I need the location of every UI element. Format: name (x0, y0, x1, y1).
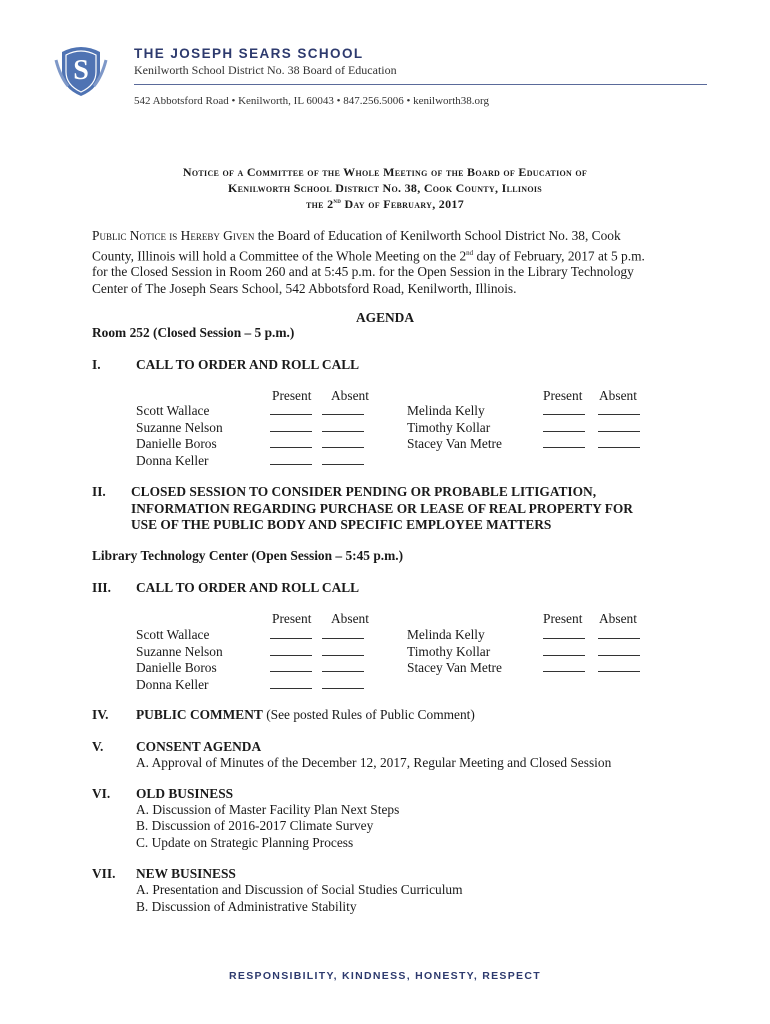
section-3-number: III. (92, 580, 111, 595)
school-address: 542 Abbotsford Road • Kenilworth, IL 60043 • 847.256.5006 • kenilworth38.org (134, 95, 489, 107)
absent-blank (598, 644, 640, 656)
member-name: Scott Wallace (136, 403, 210, 418)
public-notice-lead: Public Notice is Hereby Given (92, 228, 255, 243)
school-name: THE JOSEPH SEARS SCHOOL (134, 46, 364, 61)
present-blank (543, 436, 585, 448)
section-5-title: CONSENT AGENDA (136, 739, 262, 754)
present-blank (270, 677, 312, 689)
member-name: Danielle Boros (136, 660, 217, 675)
member-name: Melinda Kelly (407, 403, 485, 418)
roll2-absent-header-right: Absent (599, 611, 637, 626)
member-name: Stacey Van Metre (407, 436, 502, 451)
closed-session-room: Room 252 (Closed Session – 5 p.m.) (92, 325, 295, 340)
absent-blank (598, 403, 640, 415)
member-name: Stacey Van Metre (407, 660, 502, 675)
present-blank (543, 660, 585, 672)
absent-blank (598, 660, 640, 672)
roll1-absent-header-left: Absent (331, 388, 369, 403)
absent-blank (598, 627, 640, 639)
roll2-right-blanks (543, 627, 640, 677)
roll2-right-names (407, 627, 502, 677)
section-2-title: CLOSED SESSION TO CONSIDER PENDING OR PROBABLE LITIGATION, INFORMATION REGARDING PURCHASE OR LEASE OF REAL PROPERTY FOR USE OF THE PUBLIC BODY AND SPECIFIC EMPLOYEE MATTERS (131, 484, 633, 532)
absent-blank (322, 644, 364, 656)
section-6-title: OLD BUSINESS (136, 786, 234, 801)
notice-title-line-2: Kenilworth School District No. 38, Cook County, Illinois (227, 181, 543, 195)
absent-blank (322, 436, 364, 448)
present-blank (543, 627, 585, 639)
absent-blank (322, 420, 364, 432)
notice-title-line-1: Notice of a Committee of the Whole Meeting of the Board of Education of (182, 165, 588, 179)
roll2-left-blanks (270, 627, 364, 693)
present-blank (543, 644, 585, 656)
header-divider (134, 84, 707, 85)
present-blank (270, 453, 312, 465)
absent-blank (598, 420, 640, 432)
new-business-item-a: A. Presentation and Discussion of Social Studies Curriculum (136, 882, 463, 897)
open-session-room: Library Technology Center (Open Session – 5:45 p.m.) (92, 548, 404, 563)
section-2-number: II. (92, 484, 106, 499)
notice-title-line-3: the 2nd Day of February, 2017 (305, 197, 465, 211)
absent-blank (322, 660, 364, 672)
absent-blank (598, 436, 640, 448)
agenda-heading: AGENDA (355, 310, 415, 325)
absent-blank (322, 677, 364, 689)
roll1-present-header-left: Present (272, 388, 312, 403)
present-blank (543, 420, 585, 432)
section-4-title: PUBLIC COMMENT (See posted Rules of Public Comment) (136, 707, 475, 722)
roll2-absent-header-left: Absent (331, 611, 369, 626)
old-business-item-c: C. Update on Strategic Planning Process (136, 835, 354, 850)
roll1-absent-header-right: Absent (599, 388, 637, 403)
absent-blank (322, 627, 364, 639)
old-business-item-a: A. Discussion of Master Facility Plan Next Steps (136, 802, 400, 817)
present-blank (543, 403, 585, 415)
consent-item-a: A. Approval of Minutes of the December 12, 2017, Regular Meeting and Closed Session (136, 755, 612, 770)
public-notice-paragraph: Public Notice is Hereby Given the Board of Education of Kenilworth School District No. 38, Cook County, Illinois will hold a Committee of the Whole Meeting on the 2nd day of February, 2017 at 5 p.m. for the Closed Session in Room 260 and at 5:45 p.m. for the Open Session in the Library Technology Center of The Joseph Sears School, 542 Abbotsford Road, Kenilworth, Illinois. (92, 228, 645, 296)
section-7-title: NEW BUSINESS (136, 866, 236, 881)
roll1-left-names (136, 403, 223, 469)
absent-blank (322, 403, 364, 415)
present-blank (270, 436, 312, 448)
roll2-left-names (136, 627, 223, 693)
member-name: Donna Keller (136, 452, 209, 468)
section-6-number: VI. (92, 786, 111, 801)
present-blank (270, 420, 312, 432)
section-1-number: I. (92, 357, 101, 372)
roll2-present-header-left: Present (272, 611, 312, 626)
school-shield-logo (54, 38, 108, 98)
old-business-item-b: B. Discussion of 2016-2017 Climate Survey (136, 818, 374, 833)
member-name: Scott Wallace (136, 627, 210, 642)
section-4-number: IV. (92, 707, 109, 722)
roll1-right-blanks (543, 403, 640, 453)
footer-motto: RESPONSIBILITY, KINDNESS, HONESTY, RESPECT (229, 970, 541, 982)
member-name: Suzanne Nelson (136, 419, 223, 435)
section-1-title: CALL TO ORDER AND ROLL CALL (136, 357, 360, 372)
section-3-title: CALL TO ORDER AND ROLL CALL (136, 580, 360, 595)
roll1-left-blanks (270, 403, 364, 469)
present-blank (270, 644, 312, 656)
present-blank (270, 627, 312, 639)
present-blank (270, 660, 312, 672)
member-name: Donna Keller (136, 676, 209, 692)
absent-blank (322, 453, 364, 465)
new-business-item-b: B. Discussion of Administrative Stability (136, 899, 357, 914)
svg-text:S: S (73, 55, 89, 86)
member-name: Danielle Boros (136, 436, 217, 451)
roll1-right-names (407, 403, 502, 453)
roll2-present-header-right: Present (543, 611, 583, 626)
district-name: Kenilworth School District No. 38 Board of Education (134, 63, 397, 77)
roll1-present-header-right: Present (543, 388, 583, 403)
member-name: Suzanne Nelson (136, 643, 223, 659)
present-blank (270, 403, 312, 415)
member-name: Timothy Kollar (407, 419, 491, 435)
section-5-number: V. (92, 739, 104, 754)
section-7-number: VII. (92, 866, 116, 881)
member-name: Melinda Kelly (407, 627, 485, 642)
member-name: Timothy Kollar (407, 643, 491, 659)
